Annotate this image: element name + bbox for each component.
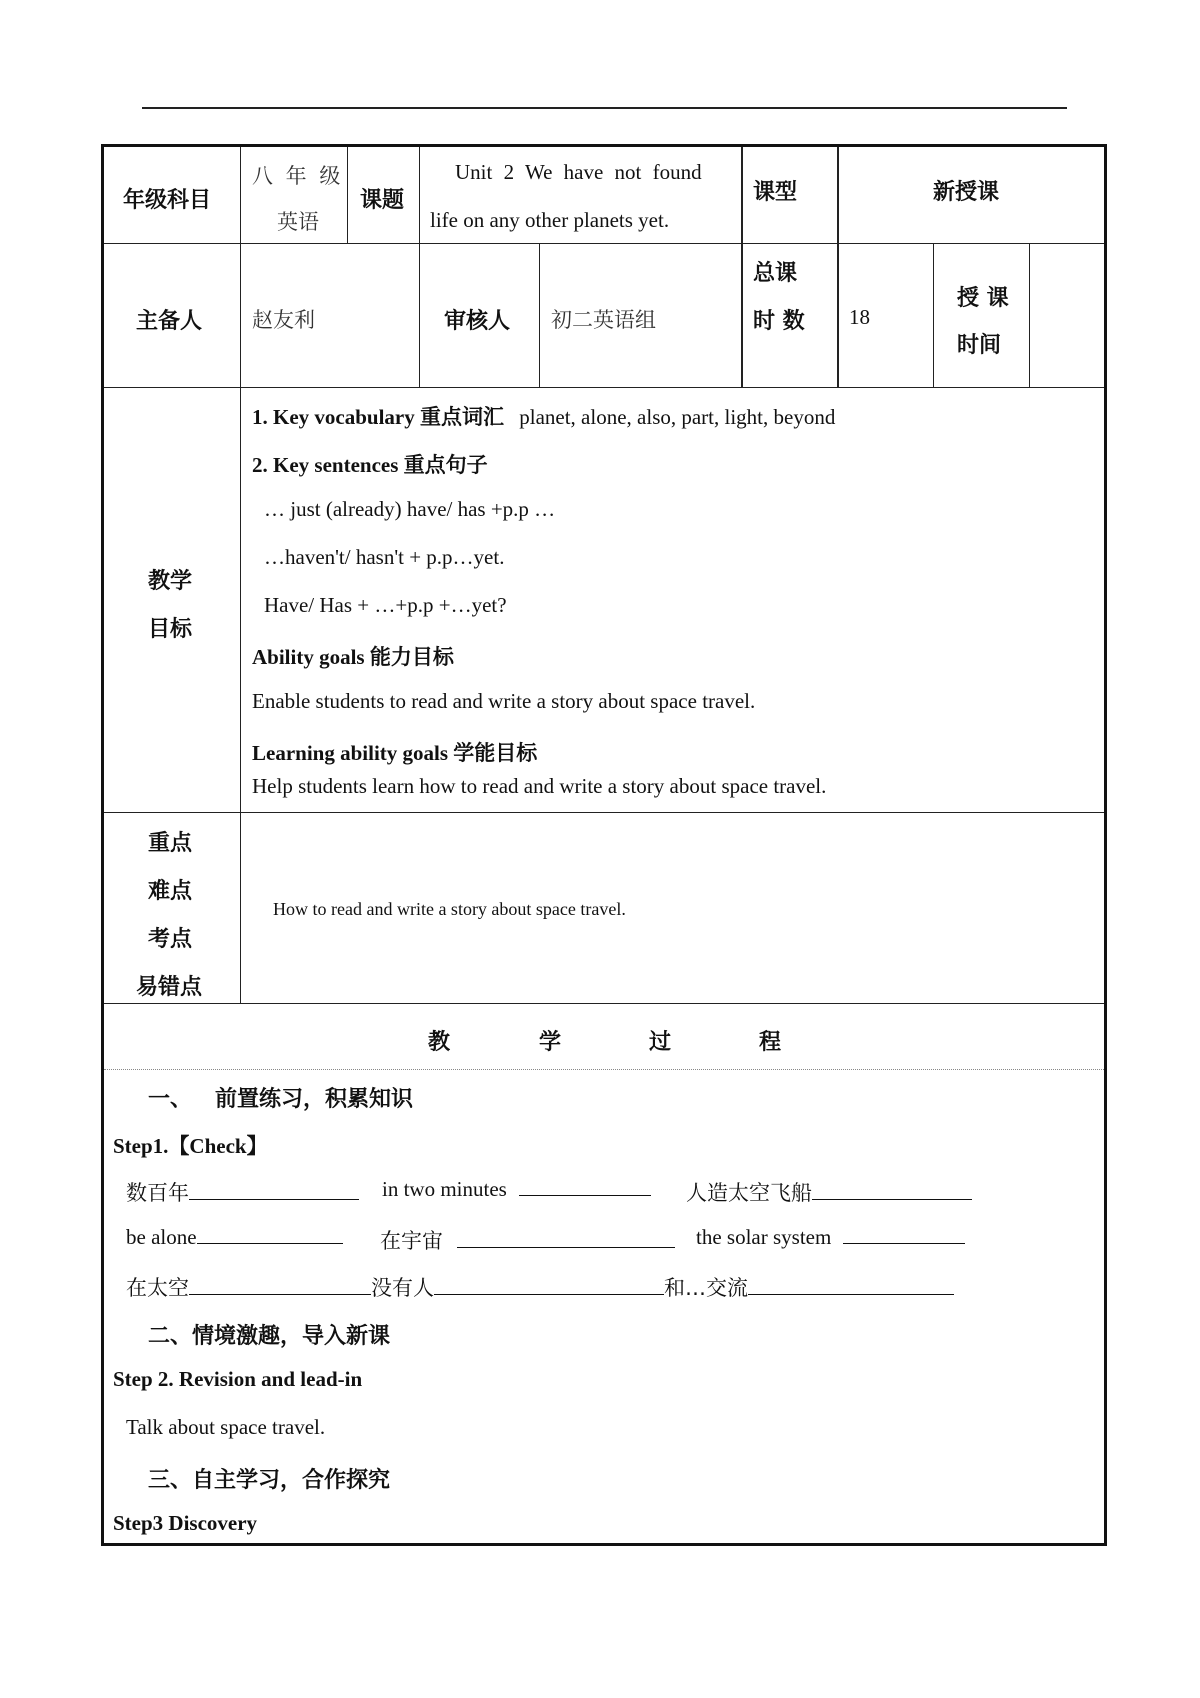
check-item: 在太空 — [126, 1276, 189, 1300]
col-divider — [1029, 243, 1030, 387]
col-divider — [347, 147, 348, 243]
sentence-3: Have/ Has + …+p.p +…yet? — [264, 593, 507, 617]
process-title-char-2: 学 — [539, 1030, 562, 1055]
process-title-char-3: 过 — [649, 1030, 672, 1055]
col-divider — [240, 147, 241, 1003]
col-divider — [741, 147, 743, 387]
sentences-title: 2. Key sentences 重点句子 — [252, 453, 488, 477]
answer-blank[interactable] — [843, 1225, 965, 1244]
col-divider — [419, 147, 420, 387]
row-divider — [104, 243, 1104, 244]
keypoint-label-1: 重点 — [148, 831, 193, 856]
step-1-heading: Step1.【Check】 — [113, 1134, 268, 1158]
check-row-1b — [382, 1177, 651, 1202]
goals-label-line1: 教学 — [148, 569, 193, 594]
time-label-line2: 时间 — [957, 333, 1002, 358]
col-divider — [933, 243, 934, 387]
sentence-1: … just (already) have/ has +p.p … — [264, 497, 556, 521]
vocab-line — [252, 401, 835, 431]
answer-blank[interactable] — [197, 1225, 343, 1244]
header-rule — [142, 107, 1067, 109]
grade-value-line1: 八 年 级 — [252, 164, 344, 188]
topic-line2: life on any other planets yet. — [430, 208, 670, 232]
check-item: be alone — [126, 1225, 197, 1249]
answer-blank[interactable] — [457, 1229, 675, 1248]
keypoint-text: How to read and write a story about space travel. — [273, 899, 626, 919]
reviewer-label: 审核人 — [444, 309, 511, 334]
process-title-char-1: 教 — [428, 1030, 451, 1055]
goals-label-line2: 目标 — [148, 617, 193, 642]
check-item: 没有人 — [371, 1276, 434, 1300]
check-row-2 — [126, 1225, 343, 1250]
row-divider — [104, 387, 1104, 388]
dotted-divider — [104, 1069, 1104, 1070]
learning-title: Learning ability goals 学能目标 — [252, 741, 538, 765]
check-row-2c — [696, 1225, 965, 1250]
hours-value: 18 — [849, 305, 870, 329]
grade-value-line2: 英语 — [277, 210, 319, 234]
ability-text: Enable students to read and write a story about space travel. — [252, 689, 756, 713]
answer-blank[interactable] — [189, 1181, 359, 1200]
step-2-heading: Step 2. Revision and lead-in — [113, 1367, 363, 1391]
topic-label: 课题 — [360, 188, 405, 213]
row-divider — [104, 812, 1104, 813]
hours-label-line2: 时 数 — [753, 309, 805, 334]
preparer-label: 主备人 — [136, 309, 203, 334]
keypoint-label-4: 易错点 — [136, 975, 203, 1000]
learning-text: Help students learn how to read and write a story about space travel. — [252, 774, 827, 798]
step-3-heading: Step3 Discovery — [113, 1511, 258, 1535]
check-item: the solar system — [696, 1225, 832, 1249]
answer-blank[interactable] — [519, 1177, 651, 1196]
answer-blank[interactable] — [748, 1276, 954, 1295]
step-2-text: Talk about space travel. — [126, 1415, 326, 1439]
topic-line1: Unit 2 We have not found — [455, 160, 702, 184]
type-value: 新授课 — [933, 180, 1000, 205]
answer-blank[interactable] — [812, 1181, 972, 1200]
check-item: 和…交流 — [664, 1276, 748, 1300]
check-row-2b — [380, 1225, 675, 1255]
type-label: 课型 — [753, 180, 798, 205]
check-item: 人造太空飞船 — [686, 1181, 812, 1205]
keypoint-label-2: 难点 — [148, 879, 193, 904]
reviewer-value: 初二英语组 — [551, 308, 656, 332]
row-divider — [104, 1003, 1104, 1004]
answer-blank[interactable] — [189, 1276, 371, 1295]
check-row-3 — [126, 1272, 954, 1302]
section-3-heading: 三、自主学习，合作探究 — [148, 1468, 391, 1493]
vocab-title: 1. Key vocabulary 重点词汇 — [252, 405, 504, 429]
grade-label: 年级科目 — [123, 188, 212, 213]
answer-blank[interactable] — [434, 1276, 664, 1295]
section-2-heading: 二、情境激趣，导入新课 — [148, 1324, 391, 1349]
col-divider — [837, 147, 839, 387]
check-item: 数百年 — [126, 1181, 189, 1205]
time-label-line1: 授 课 — [957, 286, 1009, 311]
process-title-char-4: 程 — [759, 1030, 782, 1055]
check-row-1 — [126, 1177, 359, 1207]
sentence-2: …haven't/ hasn't + p.p…yet. — [264, 545, 505, 569]
preparer-value: 赵友利 — [252, 308, 315, 332]
vocab-items: planet, alone, also, part, light, beyond — [519, 405, 836, 429]
check-row-1c — [686, 1177, 972, 1207]
hours-label-line1: 总课 — [753, 261, 798, 286]
section-1-heading: 一、 前置练习，积累知识 — [148, 1087, 413, 1112]
check-item: in two minutes — [382, 1177, 507, 1201]
ability-title: Ability goals 能力目标 — [252, 645, 454, 669]
col-divider — [539, 243, 540, 387]
check-item: 在宇宙 — [380, 1229, 443, 1253]
keypoint-label-3: 考点 — [148, 927, 193, 952]
